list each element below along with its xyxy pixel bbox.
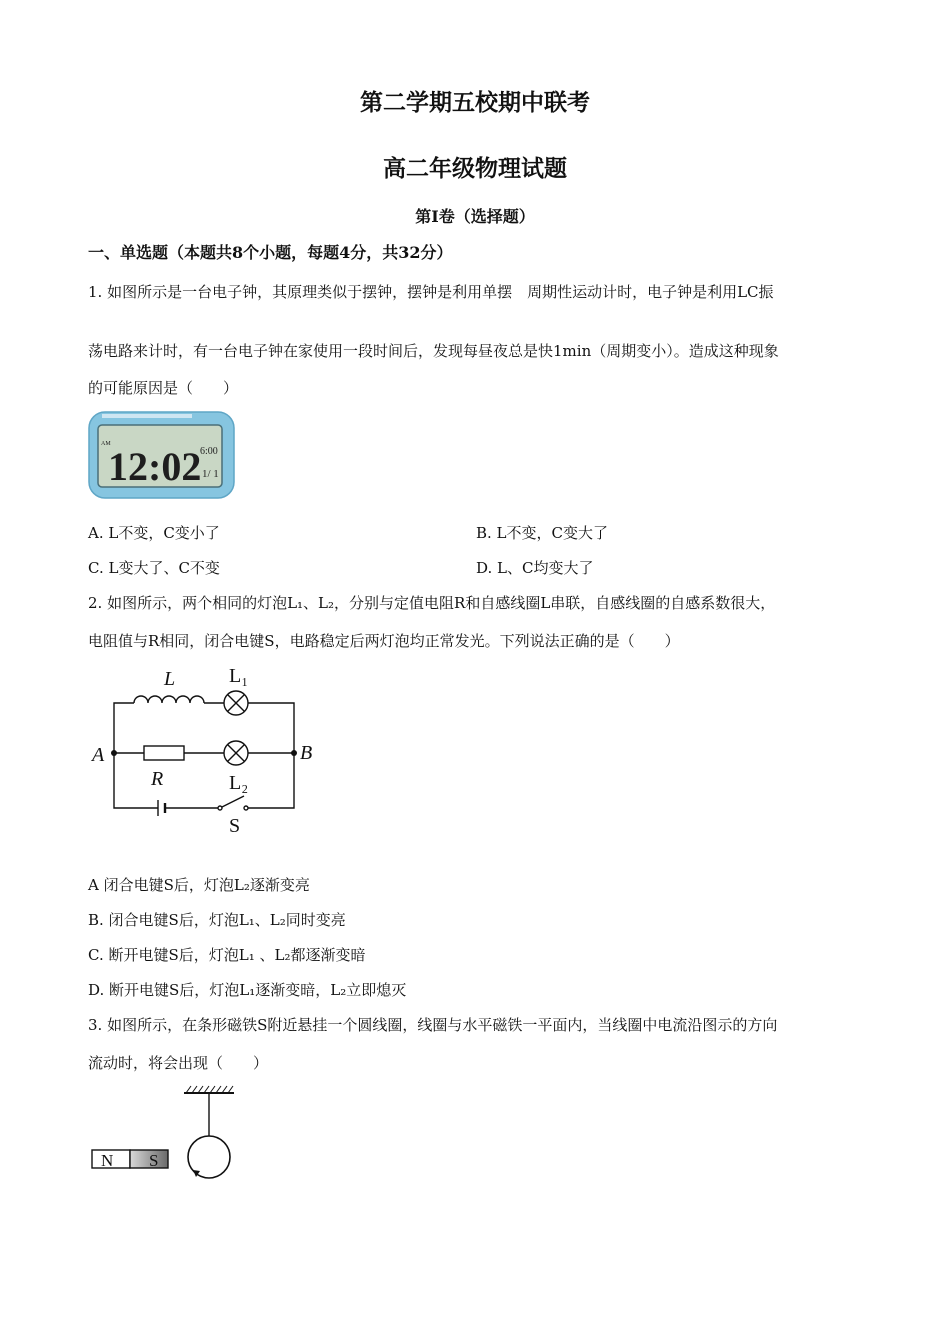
clock-alarm: 6:00	[200, 446, 218, 457]
q1-option-c: C. L变大了、C不变	[88, 559, 220, 577]
inductor-coil	[134, 696, 204, 703]
magnet-s-label: S	[149, 1151, 159, 1170]
switch-blade	[222, 796, 244, 807]
part-heading: 第I卷（选择题）	[415, 207, 535, 226]
clock-figure	[88, 410, 236, 500]
q3-text-line1: 3. 如图所示，在条形磁铁S附近悬挂一个圆线圈，线圈与水平磁铁一平面内，当线圈中电流沿图示的方向	[88, 1016, 778, 1034]
q2-option-c: C. 断开电键S后，灯泡L₁ 、L₂都逐渐变暗	[88, 946, 366, 964]
q1-text-line1: 1. 如图所示是一台电子钟，其原理类似于摆钟，摆钟是利用单摆 周期性运动计时，电子钟是利用LC振	[88, 283, 774, 301]
label-switch: S	[229, 815, 241, 837]
node-b	[291, 750, 297, 756]
wire-top-left	[114, 703, 134, 753]
resistor-r	[144, 746, 184, 760]
q2-text-line1: 2. 如图所示，两个相同的灯泡L₁、L₂，分别与定值电阻R和自感线圈L串联，自感线圈的自感系数很大，	[88, 594, 776, 612]
label-resistor: R	[151, 768, 164, 790]
switch-contact-right	[244, 806, 248, 810]
q1-option-b: B. L不变，C变大了	[476, 524, 608, 542]
q2-option-d: D. 断开电键S后，灯泡L₁逐渐变暗，L₂立即熄灭	[88, 981, 407, 999]
q2-option-a: A 闭合电键S后，灯泡L₂逐渐变亮	[88, 876, 310, 894]
q2-text-line2: 电阻值与R相同，闭合电键S，电路稳定后两灯泡均正常发光。下列说法正确的是（ ）	[88, 632, 680, 650]
wire-bottom-right	[248, 753, 294, 808]
q3-text-line2: 流动时，将会出现（ ）	[88, 1054, 269, 1072]
q2-option-b: B. 闭合电键S后，灯泡L₁、L₂同时变亮	[88, 911, 346, 929]
clock-date: 1/ 1	[202, 468, 219, 480]
label-node-b: B	[300, 742, 313, 764]
q1-option-a: A. L不变，C变小了	[88, 524, 220, 542]
node-a	[111, 750, 117, 756]
label-lamp-l1: L₁	[229, 665, 249, 687]
clock-top-strip	[102, 414, 192, 418]
magnet-n-label: N	[101, 1151, 114, 1170]
clock-time: 12:02	[108, 444, 202, 489]
clock-am-label: AM	[101, 441, 111, 447]
exam-title: 第二学期五校期中联考	[360, 89, 590, 116]
q1-text-line2: 荡电路来计时，有一台电子钟在家使用一段时间后，发现每昼夜总是快1min（周期变小）。造成这种现象	[88, 342, 779, 360]
exam-subtitle: 高二年级物理试题	[383, 155, 567, 182]
label-node-a: A	[92, 744, 105, 766]
q1-text-line3: 的可能原因是（ ）	[88, 379, 239, 397]
switch-contact-left	[218, 806, 222, 810]
q1-option-d: D. L、C均变大了	[476, 559, 594, 577]
ceiling-hatch	[186, 1086, 233, 1093]
magnet-coil-figure	[88, 1080, 248, 1185]
circuit-diagram	[88, 660, 328, 840]
label-inductor: L	[164, 668, 176, 690]
wire-top-right	[248, 703, 294, 753]
section-heading: 一、单选题（本题共8个小题，每题4分，共32分）	[88, 243, 453, 262]
label-lamp-l2: L₂	[229, 772, 249, 794]
